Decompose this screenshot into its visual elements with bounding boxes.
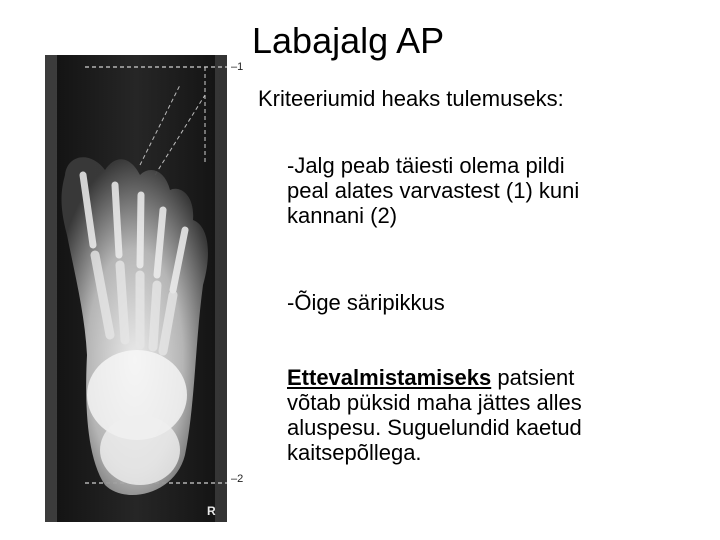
side-marker-r: R <box>207 504 216 518</box>
marker-toes: –1 <box>231 61 244 73</box>
bullet-line: võtab püksid maha jättes alles <box>287 390 582 415</box>
foot-xray-image <box>45 55 245 525</box>
bullet-line: kaitsepõllega. <box>287 440 422 465</box>
slide-subtitle: Kriteeriumid heaks tulemuseks: <box>258 86 564 111</box>
bullet-full-foot <box>287 153 697 228</box>
bullet-line: kannani (2) <box>287 203 398 228</box>
bullet-line <box>287 365 697 390</box>
preparation-emphasis: Ettevalmistamiseks <box>287 365 492 390</box>
slide-title: Labajalg AP <box>252 20 445 61</box>
bullet-line: peal alates varvastest (1) kuni <box>287 178 580 203</box>
xray-film <box>45 55 227 522</box>
marker-heel: –2 <box>231 473 244 485</box>
bullet-line: -Jalg peab täiesti olema pildi <box>287 153 565 178</box>
bullet-line: -Õige säripikkus <box>287 290 445 315</box>
bullet-exposure <box>287 290 697 315</box>
bullet-line: aluspesu. Suguelundid kaetud <box>287 415 582 440</box>
bullet-line-rest: patsient <box>491 365 575 390</box>
bullet-preparation <box>287 365 697 465</box>
